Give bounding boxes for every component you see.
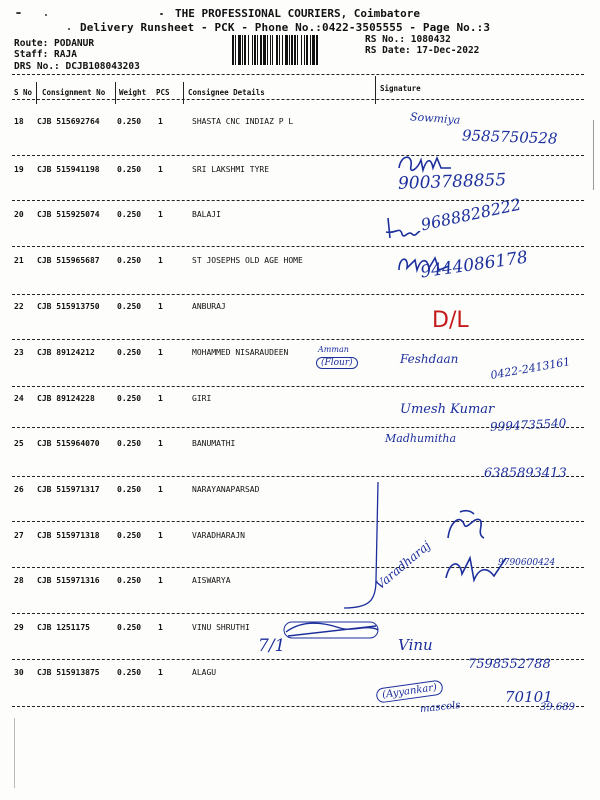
handwritten-note: Amman (318, 345, 349, 354)
route-label: Route: PODANUR (14, 38, 95, 49)
row-sno: 18 (14, 117, 24, 126)
crossed-out-scribble (282, 618, 382, 640)
drs-number: DRS No.: DCJB108043203 (14, 61, 140, 72)
col-consignment: Consignment No (42, 88, 106, 97)
row-sno: 25 (14, 439, 24, 448)
row-sno: 28 (14, 576, 24, 585)
row-weight: 0.250 (117, 576, 142, 585)
col-consignee: Consignee Details (188, 88, 265, 97)
row-weight: 0.250 (117, 348, 142, 357)
row-pcs: 1 (158, 210, 163, 219)
row-pcs: 1 (158, 394, 163, 403)
row-rule (12, 339, 584, 340)
handwritten-signature: Feshdaan (400, 352, 459, 366)
row-sno: 27 (14, 531, 24, 540)
row-weight: 0.250 (117, 439, 142, 448)
row-rule (12, 386, 584, 387)
handwritten-signature: Madhumitha (385, 432, 457, 445)
row-pcs: 1 (158, 576, 163, 585)
row-weight: 0.250 (117, 394, 142, 403)
row-consignee: MOHAMMED NISARAUDEEN (192, 348, 289, 357)
header-rule (12, 74, 584, 75)
column-header-rule (12, 99, 584, 100)
signature-scribble (382, 212, 422, 242)
row-consignee: BALAJI (192, 210, 221, 219)
handwritten-phone: 6385893413 (484, 466, 567, 481)
row-consignee: SRI LAKSHMI TYRE (192, 165, 270, 174)
row-consignment: CJB 89124228 (37, 394, 95, 403)
signature-scribble (440, 508, 490, 548)
row-sno: 30 (14, 668, 24, 677)
row-rule (12, 613, 584, 614)
table-row (0, 480, 600, 526)
row-weight: 0.250 (117, 165, 142, 174)
row-consignee: GIRI (192, 394, 212, 403)
table-row (0, 571, 600, 617)
row-consignee: ANBURAJ (192, 302, 226, 311)
row-sno: 21 (14, 256, 24, 265)
handwritten-number: 39.689 (540, 702, 575, 713)
row-weight: 0.250 (117, 668, 142, 677)
row-pcs: 1 (158, 623, 163, 632)
row-consignee: VINU SHRUTHI (192, 623, 250, 632)
row-sno: 22 (14, 302, 24, 311)
row-pcs: 1 (158, 165, 163, 174)
row-consignment: CJB 515971316 (37, 576, 100, 585)
handwritten-name: Sowmiya (409, 110, 461, 127)
table-row (0, 297, 600, 343)
row-pcs: 1 (158, 439, 163, 448)
row-rule (12, 155, 584, 156)
row-weight: 0.250 (117, 256, 142, 265)
row-rule (12, 706, 584, 707)
row-consignee: ALAGU (192, 668, 217, 677)
handwritten-phone: 7598552788 (468, 657, 551, 672)
row-consignment: CJB 515692764 (37, 117, 100, 126)
handwritten-phone: 9994735540 (489, 416, 567, 434)
col-weight: Weight (119, 88, 147, 97)
staff-label: Staff: RAJA (14, 49, 77, 60)
row-pcs: 1 (158, 668, 163, 677)
column-rule (36, 82, 37, 104)
row-weight: 0.250 (117, 531, 142, 540)
row-pcs: 1 (158, 531, 163, 540)
row-pcs: 1 (158, 485, 163, 494)
handwritten-phone: 9688828222 (419, 194, 523, 235)
runsheet-title: THE PROFESSIONAL COURIERS, Coimbatore (175, 7, 421, 20)
handwritten-phone: 9790600424 (498, 558, 556, 568)
scan-speck (160, 13, 163, 15)
handwritten-note: (Flour) (316, 357, 358, 369)
scan-speck (45, 14, 47, 16)
scan-edge (593, 120, 594, 190)
row-pcs: 1 (158, 256, 163, 265)
row-pcs: 1 (158, 117, 163, 126)
row-sno: 20 (14, 210, 24, 219)
signature-line (340, 480, 390, 620)
handwritten-signature: Vinu (398, 636, 433, 654)
row-weight: 0.250 (117, 302, 142, 311)
row-consignment: CJB 515913875 (37, 668, 100, 677)
rs-number: RS No.: 1080432 (365, 34, 451, 45)
row-rule (12, 246, 584, 247)
row-consignment: CJB 515971318 (37, 531, 100, 540)
handwritten-phone: 0422-2413161 (489, 355, 572, 382)
row-consignment: CJB 515941198 (37, 165, 100, 174)
scan-speck (16, 12, 21, 14)
row-consignment: CJB 515925074 (37, 210, 100, 219)
col-pcs: PCS (156, 88, 170, 97)
row-consignment: CJB 1251175 (37, 623, 90, 632)
row-sno: 29 (14, 623, 24, 632)
row-sno: 26 (14, 485, 24, 494)
row-rule (12, 294, 584, 295)
column-rule (115, 82, 116, 104)
row-consignee: NARAYANAPARSAD (192, 485, 260, 494)
row-rule (12, 521, 584, 522)
runsheet-subtitle: Delivery Runsheet - PCK - Phone No.:0422-3505555 - Page No.:3 (80, 21, 491, 34)
row-consignee: AISWARYA (192, 576, 231, 585)
handwritten-signature: Umesh Kumar (400, 402, 495, 417)
row-consignee: VARADHARAJN (192, 531, 245, 540)
row-consignment: CJB 515965687 (37, 256, 100, 265)
row-sno: 24 (14, 394, 24, 403)
handwritten-phone: 9444086178 (419, 247, 530, 283)
handwritten-note: (Ayyankar) (375, 679, 444, 703)
row-consignment: CJB 89124212 (37, 348, 95, 357)
row-pcs: 1 (158, 348, 163, 357)
row-consignee: ST JOSEPHS OLD AGE HOME (192, 256, 303, 265)
handwritten-signature: Varadharaj (373, 538, 434, 592)
row-weight: 0.250 (117, 485, 142, 494)
row-weight: 0.250 (117, 210, 142, 219)
col-sno: S No (14, 88, 33, 97)
column-rule (183, 82, 184, 104)
rs-date: RS Date: 17-Dec-2022 (365, 45, 480, 56)
row-sno: 23 (14, 348, 24, 357)
column-rule (375, 76, 376, 104)
handwritten-note: mascols (419, 699, 461, 716)
row-consignee: SHASTA CNC INDIAZ P L (192, 117, 294, 126)
row-weight: 0.250 (117, 623, 142, 632)
row-sno: 19 (14, 165, 24, 174)
scan-edge (14, 718, 15, 788)
handwritten-phone: 9585750528 (461, 126, 558, 148)
row-consignment: CJB 515913750 (37, 302, 100, 311)
row-weight: 0.250 (117, 117, 142, 126)
handwritten-note: 7/1 (258, 636, 286, 656)
row-consignee: BANUMATHI (192, 439, 236, 448)
row-consignment: CJB 515971317 (37, 485, 100, 494)
row-pcs: 1 (158, 302, 163, 311)
scan-speck (68, 28, 70, 30)
barcode (232, 35, 356, 65)
delivered-mark: D/L (432, 308, 469, 333)
signature-scribble (440, 550, 510, 590)
col-signature: Signature (380, 84, 421, 93)
handwritten-number: 70101 (505, 688, 553, 706)
handwritten-phone: 9003788855 (397, 170, 507, 194)
row-consignment: CJB 515964070 (37, 439, 100, 448)
